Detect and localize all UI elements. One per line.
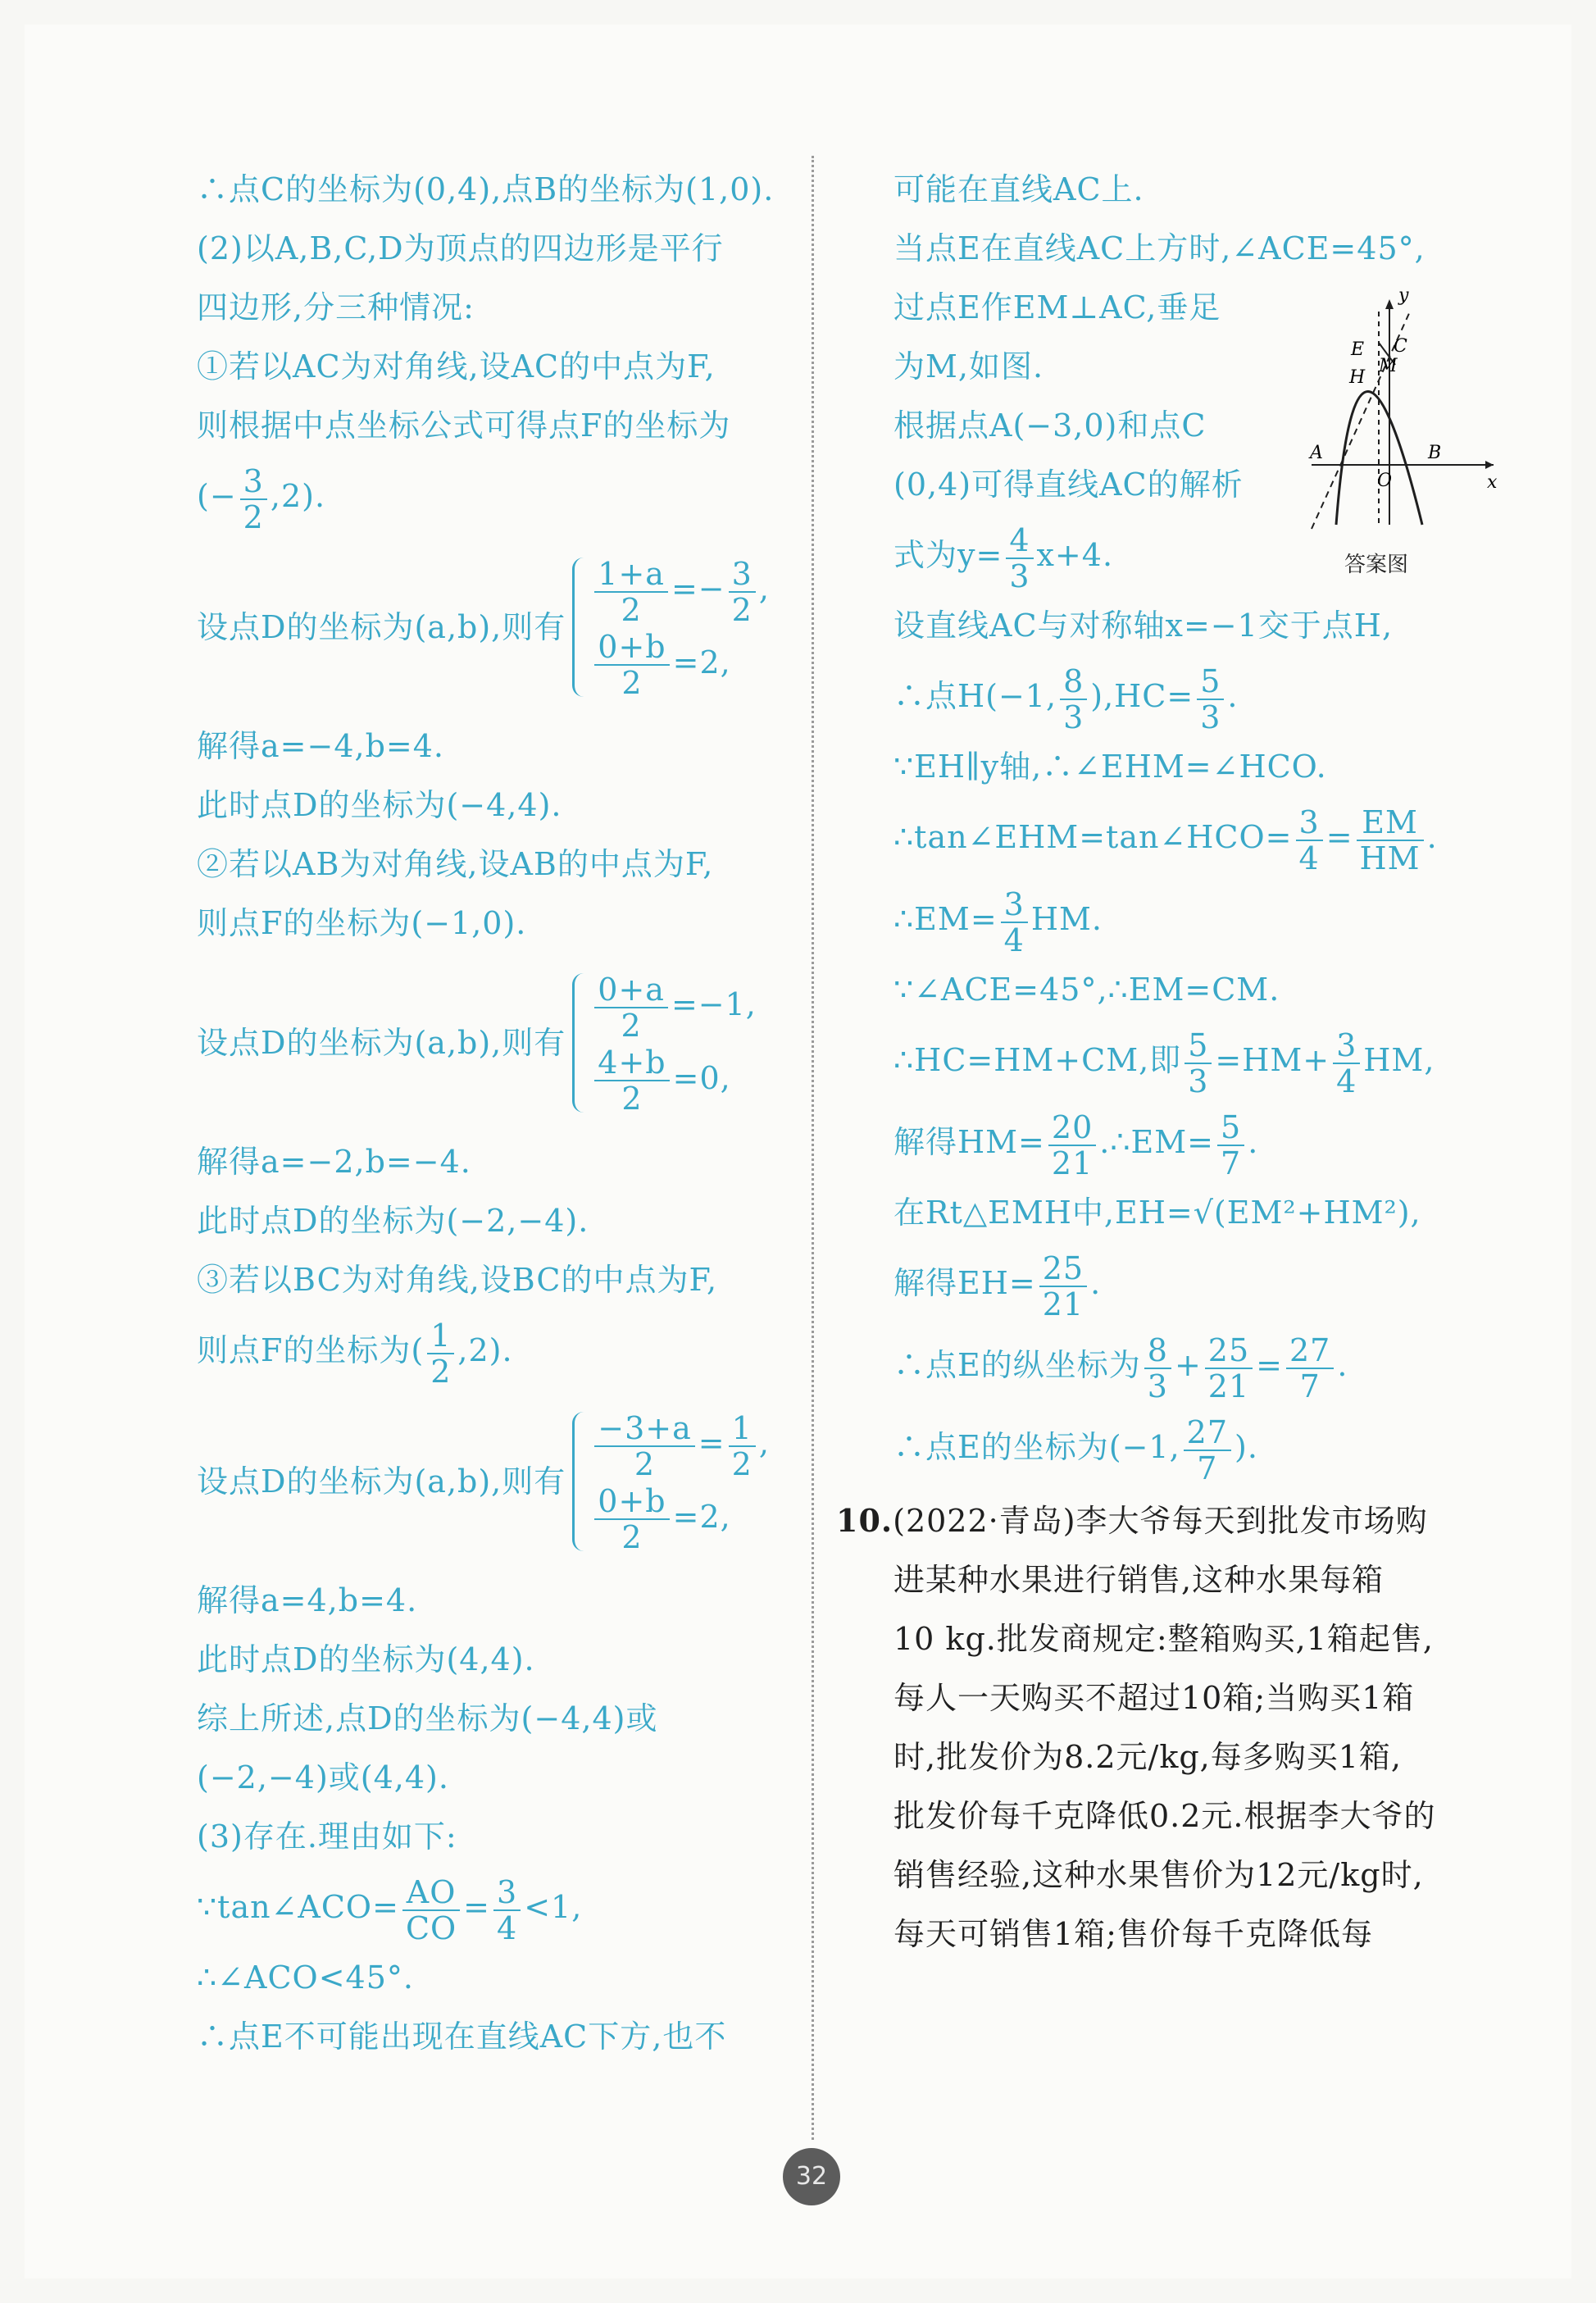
answer-line: 设直线AC与对称轴x=−1交于点H,: [893, 608, 1394, 644]
answer-line: ∴EM= $\frac{3}{4}$ HM.: [893, 885, 1103, 958]
label-x: x: [1487, 472, 1498, 493]
column-divider: [812, 156, 814, 2140]
label-e: E: [1351, 339, 1365, 360]
question-line: 每人一天购买不超过10箱;当购买1箱: [893, 1680, 1415, 1716]
answer-line: ∴∠ACO<45°.: [197, 1959, 414, 1996]
answer-line: 则根据中点坐标公式可得点F的坐标为: [197, 407, 731, 444]
answer-line: ∴点E的纵坐标为 $\frac{8}{3}$ + $\frac{25}{21}$ = $\frac{27}{7}$ .: [893, 1331, 1348, 1404]
label-o: O: [1377, 471, 1393, 491]
left-column: [197, 160, 795, 2066]
question-10: [836, 1491, 1443, 1964]
answer-line: ∴HC=HM+CM,即 $\frac{5}{3}$ =HM+ $\frac{3}{4}$ HM,: [893, 1026, 1435, 1099]
x-axis-arrow: [1485, 461, 1494, 469]
label-b: B: [1428, 443, 1442, 463]
question-number: 10.: [836, 1502, 893, 1539]
answer-line: 四边形,分三种情况:: [197, 289, 475, 325]
answer-line: ∴点H(−1, $\frac{8}{3}$ ),HC= $\frac{5}{3}$ .: [893, 662, 1239, 735]
answer-line: ∴tan∠EHM=tan∠HCO= $\frac{3}{4}$ = $\frac{EM}{HM}$ .: [893, 803, 1438, 876]
answer-line: (0,4)可得直线AC的解析: [893, 467, 1244, 503]
answer-line: 根据点A(−3,0)和点C: [893, 407, 1207, 444]
answer-line: 解得a=4,b=4.: [197, 1582, 418, 1618]
answer-line: 解得a=−4,b=4.: [197, 728, 445, 764]
question-line: 每天可销售1箱;售价每千克降低每: [893, 1916, 1373, 1952]
answer-line: ∵∠ACE=45°,∴EM=CM.: [893, 972, 1280, 1008]
label-c: C: [1394, 336, 1407, 357]
answer-line: 解得a=−2,b=−4.: [197, 1144, 471, 1180]
answer-line: ②若以AB为对角线,设AB的中点为F,: [197, 846, 714, 882]
answer-line: (3)存在.理由如下:: [197, 1818, 457, 1855]
question-line: 10 kg.批发商规定:整箱购买,1箱起售,: [893, 1621, 1435, 1657]
answer-line: 此时点D的坐标为(−2,−4).: [197, 1203, 589, 1239]
answer-line: 则点F的坐标为(−1,0).: [197, 905, 527, 941]
page-number: 32: [783, 2148, 840, 2205]
question-line: 进某种水果进行销售,这种水果每箱: [893, 1562, 1385, 1598]
y-axis-arrow: [1385, 299, 1394, 309]
label-m: M: [1379, 356, 1398, 376]
answer-line: ∵tan∠ACO= $\frac{AO}{CO}$ = $\frac{3}{4}$ <1,: [197, 1873, 583, 1946]
equation-system-2: 设点D的坐标为(a,b),则有 $\frac{0+a}{2}$ =−1, $\frac{4+b}{2}$ =0,: [197, 971, 757, 1117]
equation-system-3: 设点D的坐标为(a,b),则有 $\frac{-3+a}{2}$ = $\frac{1}{2}$ , $\frac{0+b}{2}$ =2,: [197, 1409, 770, 1555]
answer-line: ①若以AC为对角线,设AC的中点为F,: [197, 348, 716, 385]
label-h: H: [1349, 367, 1366, 388]
label-a: A: [1310, 443, 1323, 463]
answer-line: 此时点D的坐标为(4,4).: [197, 1641, 535, 1677]
fraction: $\frac{3}{2}$: [240, 464, 267, 535]
question-line: 批发价每千克降低0.2元.根据李大爷的: [893, 1798, 1436, 1834]
figure-caption: 答案图: [1344, 553, 1409, 577]
answer-figure: [1303, 283, 1500, 570]
question-line: 销售经验,这种水果售价为12元/kg时,: [893, 1857, 1424, 1893]
answer-line: 在Rt△EMH中,EH=√(EM²+HM²),: [893, 1195, 1421, 1231]
label-y: y: [1398, 285, 1409, 306]
answer-line: ∴点E的坐标为(−1, $\frac{27}{7}$ ).: [893, 1413, 1258, 1486]
answer-line: 式为y= $\frac{4}{3}$ x+4.: [893, 521, 1114, 594]
question-line: 时,批发价为8.2元/kg,每多购买1箱,: [893, 1739, 1403, 1775]
answer-line: ∵EH∥y轴,∴∠EHM=∠HCO.: [893, 749, 1327, 785]
answer-line: 可能在直线AC上.: [893, 171, 1144, 207]
equation-system-1: 设点D的坐标为(a,b),则有 $\frac{1+a}{2}$ =− $\frac{3}{2}$ , $\frac{0+b}{2}$ =2,: [197, 555, 770, 701]
answer-line: 为M,如图.: [893, 348, 1044, 385]
answer-line: ∴点E不可能出现在直线AC下方,也不: [197, 2019, 727, 2055]
brace: [572, 1412, 586, 1551]
answer-line: ∴点C的坐标为(0,4),点B的坐标为(1,0).: [197, 171, 775, 207]
answer-line: 当点E在直线AC上方时,∠ACE=45°,: [893, 230, 1425, 266]
answer-line: 过点E作EM⊥AC,垂足: [893, 289, 1221, 325]
answer-line: (2)以A,B,C,D为顶点的四边形是平行: [197, 230, 724, 266]
brace: [572, 558, 586, 697]
answer-line: (−2,−4)或(4,4).: [197, 1759, 449, 1796]
question-line: 10.(2022·青岛)李大爷每天到批发市场购: [836, 1502, 1428, 1539]
answer-line: 解得HM= $\frac{20}{21}$ .∴EM= $\frac{5}{7}$ .: [893, 1108, 1259, 1181]
answer-line: ③若以BC为对角线,设BC的中点为F,: [197, 1262, 718, 1298]
answer-line: 此时点D的坐标为(−4,4).: [197, 787, 562, 823]
brace: [572, 973, 586, 1113]
answer-line: (− $\frac{3}{2}$ ,2).: [197, 462, 326, 535]
answer-line: 解得EH= $\frac{25}{21}$ .: [893, 1249, 1102, 1322]
answer-line: 综上所述,点D的坐标为(−4,4)或: [197, 1700, 658, 1736]
answer-line: 则点F的坐标为( $\frac{1}{2}$ ,2).: [197, 1317, 513, 1390]
